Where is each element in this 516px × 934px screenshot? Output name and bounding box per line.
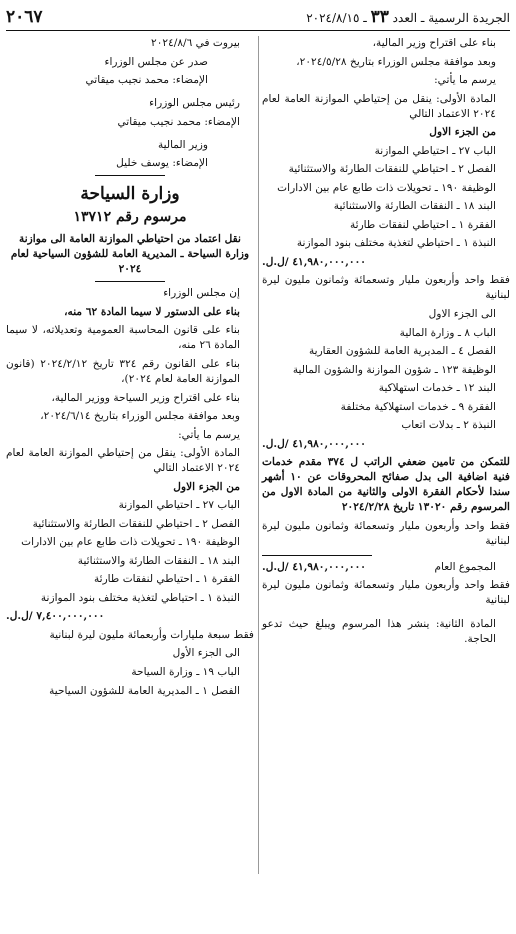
section-rule [95, 175, 165, 176]
left-column [6, 36, 254, 702]
budget-line: الفصل ٢ ـ احتياطي للنفقات الطارئة والاستثنائية [32, 517, 240, 530]
budget-line: الفصل ٢ ـ احتياطي للنفقات الطارئة والاستثنائية [288, 163, 496, 176]
budget-line: الفقرة ٩ ـ خدمات استهلاكية مختلفة [340, 400, 496, 413]
journal-name: الجريدة الرسمية ـ العدد [392, 11, 510, 25]
budget-line: البند ١٢ ـ خدمات استهلاكية [378, 382, 496, 395]
column-divider [258, 36, 259, 874]
article-1: المادة الأولى: ينقل من إحتياطي الموازنة العامة لعام ٢٠٢٤ الاعتماد التالي [262, 92, 496, 120]
issue-number: ٣٣ [370, 7, 389, 27]
header-journal-info [306, 7, 510, 27]
signature: الإمضاء: يوسف خليل [116, 157, 208, 170]
total-label: المجموع العام [434, 560, 496, 573]
text-line: بناء على قانون المحاسبة العمومية وتعديلاته، لا سيما المادة ٢٦ منه، [6, 324, 240, 352]
budget-line: الباب ١٩ ـ وزارة السياحة [131, 665, 240, 678]
section-rule [95, 281, 165, 282]
issued-by: صدر عن مجلس الوزراء [104, 55, 208, 68]
budget-line: الفصل ١ ـ المديرية العامة للشؤون السياحية [49, 684, 240, 697]
section-heading: من الجزء الاول [173, 480, 240, 493]
text-line: وبعد موافقة مجلس الوزراء بتاريخ ٢٠٢٤/٦/١٤، [40, 410, 240, 423]
place-date: بيروت في ٢٠٢٤/٨/٦ [151, 37, 240, 49]
section-heading: الى الجزء الاول [428, 307, 496, 320]
amount-in-words: فقط واحد وأربعون مليار وتسعمائة وثمانون مليون ليرة لبنانية [262, 519, 510, 547]
grand-total-row [262, 560, 510, 575]
budget-line: الفصل ٤ ـ المديرية العامة للشؤون العقارية [308, 345, 496, 358]
budget-line: الوظيفة ١٢٣ ـ شؤون الموازنة والشؤون المالية [292, 363, 496, 376]
page-number: ٢٠٦٧ [6, 7, 43, 27]
text-line: وبعد موافقة مجلس الوزراء بتاريخ ٢٠٢٤/٥/٢٨، [296, 55, 496, 68]
text-line: بناء على اقتراح وزير المالية، [372, 37, 496, 49]
article-1: المادة الأولى: ينقل من إحتياطي الموازنة العامة لعام ٢٠٢٤ الاعتماد التالي [6, 447, 240, 475]
title-finance: وزير المالية [157, 138, 208, 151]
section-heading: الى الجزء الأول [172, 647, 240, 660]
decree-title: مرسوم رقم ١٣٧١٢ [73, 209, 187, 226]
budget-line: الوظيفة ١٩٠ ـ تحويلات ذات طابع عام بين الادارات [21, 536, 240, 549]
amount-in-words: فقط واحد وأربعون مليار وتسعمائة وثمانون مليون ليرة لبنانية [262, 274, 510, 302]
page-header [6, 4, 510, 31]
text-line: إن مجلس الوزراء [163, 287, 240, 300]
amount-in-words: فقط سبعة مليارات وأربعمائة مليون ليرة لبنانية [49, 628, 254, 641]
signature: الإمضاء: محمد نجيب ميقاتي [117, 115, 240, 128]
text-line: يرسم ما يأتي: [178, 428, 240, 441]
budget-line: النبذة ١ ـ احتياطي لتغذية مختلف بنود الموازنة [40, 591, 240, 604]
total-rule [262, 555, 372, 556]
decree-subject: نقل اعتماد من احتياطي الموازنة العامة الى موازنة وزارة السياحة ـ المديرية العامة للشؤون السياحية لعام ٢٠٢٤ [10, 233, 250, 276]
budget-line: الفقرة ١ ـ احتياطي لنفقات طارئة [93, 573, 240, 586]
budget-line: النبذة ١ ـ احتياطي لتغذية مختلف بنود الموازنة [296, 237, 496, 250]
budget-line: البند ١٨ ـ النفقات الطارئة والاستثنائية [77, 554, 240, 567]
text-line: بناء على الدستور لا سيما المادة ٦٢ منه، [64, 305, 240, 318]
ministry-title: وزارة السياحة [80, 184, 180, 205]
budget-line: النبذة ٢ ـ بدلات اتعاب [401, 419, 496, 432]
amount-in-words: فقط واحد وأربعون مليار وتسعمائة وثمانون مليون ليرة لبنانية [262, 579, 510, 607]
article-2: المادة الثانية: ينشر هذا المرسوم ويبلغ حيث تدعو الحاجة. [262, 617, 496, 645]
signature: الإمضاء: محمد نجيب ميقاتي [85, 74, 208, 87]
amount: ٤١,٩٨٠,٠٠٠,٠٠٠ /ل.ل. [262, 255, 366, 268]
text-line: بناء على اقتراح وزير السياحة ووزير المالية، [51, 391, 240, 404]
budget-line: البند ١٨ ـ النفقات الطارئة والاستثنائية [333, 200, 496, 213]
budget-line: الباب ٢٧ ـ احتياطي الموازنة [374, 144, 496, 157]
budget-line: الفقرة ١ ـ احتياطي لنفقات طارئة [349, 218, 496, 231]
issue-date: ـ ٢٠٢٤/٨/١٥ [306, 11, 367, 25]
budget-line: الباب ٨ ـ وزارة المالية [399, 326, 496, 339]
budget-line: الوظيفة ١٩٠ ـ تحويلات ذات طابع عام بين الادارات [277, 181, 496, 194]
amount: ٧,٤٠٠,٠٠٠,٠٠٠ /ل.ل. [6, 610, 105, 623]
amount: ٤١,٩٨٠,٠٠٠,٠٠٠ /ل.ل. [262, 437, 366, 450]
section-heading: من الجزء الاول [429, 126, 496, 139]
purpose-text: للتمكن من تامين ضعفي الراتب ل ٣٧٤ مقدم خدمات فنية اضافية الى بدل صفائح المحروقات عن ١٠ أشهر سندا لأحكام الفقرة الاولى والثانية من المادة الاول من المرسوم رقم ١٣٠٢٠ تاريخ ٢٠٢٤/٢/٢٨ [262, 456, 510, 514]
total-amount: ٤١,٩٨٠,٠٠٠,٠٠٠ /ل.ل. [262, 560, 366, 573]
budget-line: الباب ٢٧ ـ احتياطي الموازنة [118, 499, 240, 512]
right-column [262, 36, 510, 650]
text-line: بناء على القانون رقم ٣٢٤ تاريخ ٢٠٢٤/٢/١٢ (قانون الموازنة العامة لعام ٢٠٢٤)، [6, 357, 240, 385]
text-line: يرسم ما يأتي: [434, 74, 496, 87]
title-pm: رئيس مجلس الوزراء [149, 97, 240, 110]
